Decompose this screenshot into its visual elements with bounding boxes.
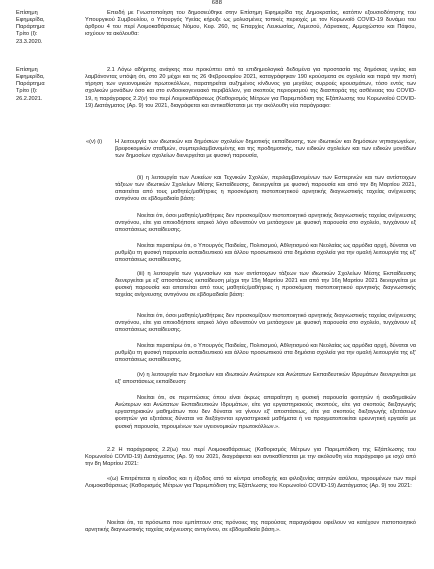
paragraph-final-proviso-text: Νοείται ότι, τα πρόσωπα που εμπίπτουν στις πρόνοιες της παρούσας παραγράφου οφείλουν να κατέχουν πιστοποιητικό αρνητικής διαγνωστικής ταχείας ανίχνευσης αντιγόνου, σε εβδομαδιαία βάση.».	[85, 520, 416, 534]
item-iv-note-text: Νοείται ότι, σε περιπτώσεις όπου είναι άκρως απαραίτητη η φυσική παρουσία φοιτητών ή ακαδημαϊκών Ανώτερων και Ανώτατων Εκπαιδευτικών Ιδρυμάτων, είτε για εργαστηριακούς σκοπούς, είτε για σκοπούς διεξαγωγής εργαστηριακών μαθημάτων που δεν δύναται να γίνουν εξ' αποστάσεως, είτε για σκοπούς διεξαγωγής εξετάσεων φοιτητών για εξετάσεις δύναται να διεξάγονται εργαστηριακά μαθήματα ή να πραγματοποιείται ερευνητική εργασία με φυσική παρουσία, τηρουμένων των υγειονομικών πρωτοκόλλων.».	[115, 395, 416, 430]
item-iii-text: (iii) η λειτουργία των γυμνασίων και των αντίστοιχων τάξεων των ιδιωτικών Σχολείων Μέσης Εκπαίδευσης διενεργείται με εξ' αποστάσεως εκπαίδευση μέχρι την 15η Μαρτίου 2021 και από την 16η Μαρτίου 2021 διενεργείται με φυσική παρουσία και απαιτείται από τους μαθητές/μαθήτριες η προσκόμιση πιστοποιητικού αρνητικής διαγνωστικής ταχείας ανίχνευσης αντιγόνου σε εβδομαδιαία βάση:	[115, 271, 416, 299]
item-iv-note	[115, 395, 416, 431]
item-v-i-text: Η λειτουργία των ιδιωτικών και δημόσιων σχολείων δημοτικής εκπαίδευσης, των ιδιωτικών και δημόσιων νηπιαγωγείων, βρεφοκομικών σταθμών, συμπεριλαμβανομένης και της προδημοτικής, των ειδικών σχολείων και των ειδικών μονάδων των δημοσίων σχολείων διενεργείται με φυσική παρουσία,	[115, 139, 416, 160]
item-ii	[115, 175, 416, 204]
margin-citation-2	[16, 67, 76, 103]
paragraph-2-2-text: 2.2 Η παράγραφος 2.2(ω) του περί Λοιμοκαθάρσεως (Καθορισμός Μέτρων για Παρεμπόδιση της Εξάπλωσης του Κορωνοϊού COVID-19) Διατάγματος (Αρ. 9) του 2021, διαγράφεται και αντικαθίσταται με την ακόλουθη νέα παράγραφο με ισχύ από την 8η Μαρτίου 2021:	[85, 447, 416, 468]
item-ii-note-text: Νοείται ότι, όσοι μαθητές/μαθήτριες δεν προσκομίζουν πιστοποιητικό αρνητικής διαγνωστικής ταχείας ανίχνευσης αντιγόνου, είτε για οποιοδήποτε ιατρικό λόγο αδυνατούν να μετάσχουν με φυσική παρουσία στο σχολείο, τυγχάνουν εξ αποστάσεως εκπαίδευσης.	[115, 213, 416, 234]
item-v-i	[115, 139, 416, 160]
paragraph-2-2	[85, 447, 416, 468]
citation-line: Εφημερίδα,	[16, 17, 45, 24]
page-number: 688	[211, 0, 223, 6]
item-iv	[115, 372, 416, 386]
item-v-label: «(ν) (i)	[86, 139, 103, 145]
item-iv-text: (iv) η λειτουργία των δημοσίων και ιδιωτικών Ανώτερων και Ανώτατων Εκπαιδευτικών Ιδρυμάτων διενεργείται με εξ' αποστάσεως εκπαίδευση:	[115, 372, 416, 386]
paragraph-omega	[85, 476, 416, 490]
paragraph-final-proviso	[85, 520, 416, 534]
item-iii	[115, 271, 416, 300]
citation-line: Παράρτημα	[16, 81, 45, 88]
item-ii-note-b	[115, 243, 416, 264]
item-iii-note-b	[115, 343, 416, 364]
citation-line: Επίσημη	[16, 10, 38, 16]
citation-line: Τρίτο (Ι):	[16, 31, 38, 38]
margin-citation-1	[16, 10, 76, 46]
citation-line: Επίσημη	[16, 67, 38, 73]
citation-line: 26.2.2021.	[16, 95, 43, 102]
item-ii-note-b-text: Νοείται περαιτέρω ότι, ο Υπουργός Παιδείας, Πολιτισμού, Αθλητισμού και Νεολαίας ως αρμόδια αρχή, δύναται να ρυθμίζει τη φυσική παρουσία εκπαιδευτικού και άλλου προσωπικού στα δημόσια σχολεία για την ομαλή λειτουργία της εξ' αποστάσεως εκπαίδευσης,	[115, 243, 416, 264]
item-ii-note	[115, 213, 416, 234]
item-iii-note-b-text: Νοείται περαιτέρω ότι, ο Υπουργός Παιδείας, Πολιτισμού, Αθλητισμού και Νεολαίας ως αρμόδια αρχή, δύναται να ρυθμίζει τη φυσική παρουσία εκπαιδευτικού και άλλου προσωπικού στα δημόσια σχολεία για την ομαλή λειτουργία της εξ' αποστάσεως εκπαίδευσης,	[115, 343, 416, 364]
item-iii-note-text: Νοείται ότι, όσοι μαθητές/μαθήτριες δεν προσκομίζουν πιστοποιητικό αρνητικής διαγνωστικής ταχείας ανίχνευσης αντιγόνου, είτε για οποιοδήποτε ιατρικό λόγο αδυνατούν να μετάσχουν με φυσική παρουσία στο σχολείο, τυγχάνουν εξ αποστάσεως εκπαίδευσης.	[115, 313, 416, 334]
item-ii-text: (ii) η λειτουργία των Λυκείων και Τεχνικών Σχολών, περιλαμβανομένων των Εσπερινών και των αντίστοιχων τάξεων των ιδιωτικών Σχολείων Μέσης Εκπαίδευσης, διενεργείται με φυσική παρουσία και από την 8η Μαρτίου 2021, απαιτείται από τους μαθητές/μαθήτριες η προσκόμιση πιστοποιητικού αρνητικής διαγνωστικής ταχείας ανίχνευσης αντιγόνου σε εβδομαδιαία βάση:	[115, 175, 416, 203]
paragraph-omega-text: «(ω) Επιτρέπεται η είσοδος και η έξοδος από τα κέντρα υποδοχής και φιλοξενίας αιτητών ασύλου, τηρουμένων των περί Λοιμοκαθάρσεως (Καθορισμός Μέτρων για Παρεμπόδιση της Εξάπλωσης του Κορωνοϊού COVID-19) Διατάγματος (Αρ. 9) του 2021:	[85, 476, 416, 490]
citation-line: Παράρτημα	[16, 24, 45, 31]
citation-line: Εφημερίδα,	[16, 74, 45, 81]
paragraph-2-1-text: 2.1 Λόγω αδήριτης ανάγκης που προκύπτει από τα επιδημιολογικά δεδομένα για προστασία της δημόσιας υγείας και λαμβάνοντας υπόψη ότι, στο 20 μέχρι και τις 26 Φεβρουαρίου 2021, καταγράφηκαν 190 κρούσματα σε σχολεία και παρά την πιστή τήρηση των υγειονομικών πρωτοκόλλων, παρατηρείται αυξημένος κίνδυνος για μεγάλες συρροές κρουσμάτων, τόσο εντός των σχολικών μονάδων όσο και στο ενδοοικογενειακό περιβάλλον, για σκοπούς περιορισμού της διασποράς της ασθένειας του COVID-19, η παράγραφος 2.2(ν) του περί Λοιμοκαθάρσεως (Καθορισμός Μέτρων για Παρεμπόδιση της Εξάπλωσης του Κορωνοϊού COVID-19) Διατάγματος (Αρ. 9) του 2021, διαγράφεται και αντικαθίσταται με την ακόλουθη νέα παράγραφο:	[85, 67, 416, 109]
paragraph-2-1	[85, 67, 416, 110]
preamble-text: Επειδή με Γνωστοποίηση του δημοσιεύθηκε στην Επίσημη Εφημερίδα της Δημοκρατίας, κατόπιν εξουσιοδότησης του Υπουργικού Συμβουλίου, ο Υπουργός Υγείας κήρυξε ως μολυσμένες τοπικές περιοχές με τον Κορωνοϊό COVID-19 δυνάμει του άρθρου 4 του περί Λοιμοκαθάρσεως Νόμου, Κεφ. 260, τις Επαρχίες Λευκωσίας, Λεμεσού, Λάρνακας, Αμμοχώστου και Πάφου, ισχύουν τα ακόλουθα:	[85, 10, 416, 38]
citation-line: Τρίτο (Ι):	[16, 88, 38, 95]
item-iii-note	[115, 313, 416, 334]
preamble-paragraph	[85, 10, 416, 39]
citation-line: 23.3.2020.	[16, 38, 43, 45]
